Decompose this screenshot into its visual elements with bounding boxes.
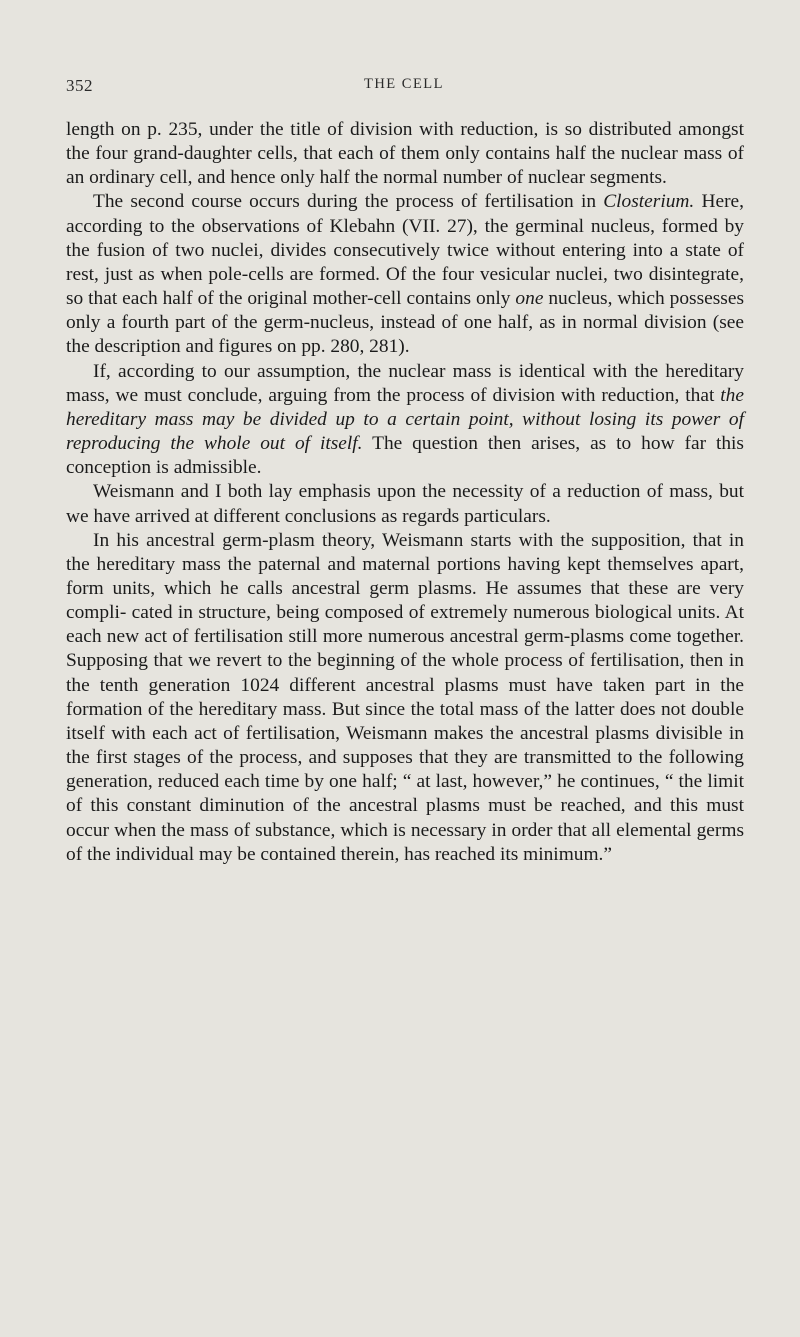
text-run: nucleus, which possesses only a fourth part of the germ-nucleus, instead of one half, as in normal division (see the description and figures on pp. 280, 281).: [66, 288, 744, 358]
body-text: [66, 118, 744, 867]
page-number: 352: [66, 76, 93, 95]
page-header: [66, 76, 742, 100]
italic-text: the hereditary mass may be divided up to a certain point, without losing its power of reproducing the whole out of itself.: [66, 384, 744, 455]
text-run: The question then arises, as to how far this conception is admissible.: [66, 433, 744, 479]
running-head: THE CELL: [363, 76, 445, 92]
text-run: Here, according to the observations of Klebahn (VII. 27), the germinal nucleus, formed by the fusion of two nuclei, divides consecutively twice without entering into a state of rest, just as when pole-cells are formed. Of the four vesicular nuclei, two disintegrate, so that each half of the original mother-cell contains only: [66, 191, 744, 310]
italic-text: Closterium.: [603, 191, 695, 213]
paragraph: [66, 190, 744, 359]
paragraph: [66, 480, 744, 528]
text-run: Weismann and I both lay emphasis upon the necessity of a reduction of mass, but we have arrived at different conclusions as regards particulars.: [66, 481, 744, 527]
italic-text: one: [515, 288, 544, 310]
text-run: If, according to our assumption, the nuclear mass is identical with the hereditary mass, we must conclude, arguing from the process of division with reduction, that: [66, 360, 744, 406]
paragraph: [66, 118, 744, 190]
text-run: The second course occurs during the process of fertilisation in: [93, 191, 604, 213]
paragraph: [66, 360, 744, 481]
text-run: length on p. 235, under the title of division with reduction, is so distributed amongst the four grand-daughter cells, that each of them only contains half the nuclear mass of an ordinary cell, and hence only half the normal number of nuclear segments.: [66, 119, 744, 189]
text-run: In his ancestral germ-plasm theory, Weismann starts with the supposition, that in the hereditary mass the paternal and maternal portions having kept themselves apart, form units, which he calls ancestral germ plasms. He assumes that these are very compli- cated in structure, being composed of extremely numerous biological units. At each new act of fertilisation still more numerous ancestral germ-plasms come together. Supposing that we revert to the beginning of the whole process of fertilisation, then in the tenth generation 1024 different ancestral plasms must have taken part in the formation of the hereditary mass. But since the total mass of the latter does not double itself with each act of fertilisation, Weismann makes the ancestral plasms divisible in the first stages of the process, and supposes that they are transmitted to the following generation, reduced each time by one half; “ at last, however,” he continues, “ the limit of this constant diminution of the ancestral plasms must be reached, and this must occur when the mass of substance, which is necessary in order that all elemental germs of the individual may be contained therein, has reached its minimum.”: [66, 529, 744, 865]
paragraph: [66, 529, 744, 867]
